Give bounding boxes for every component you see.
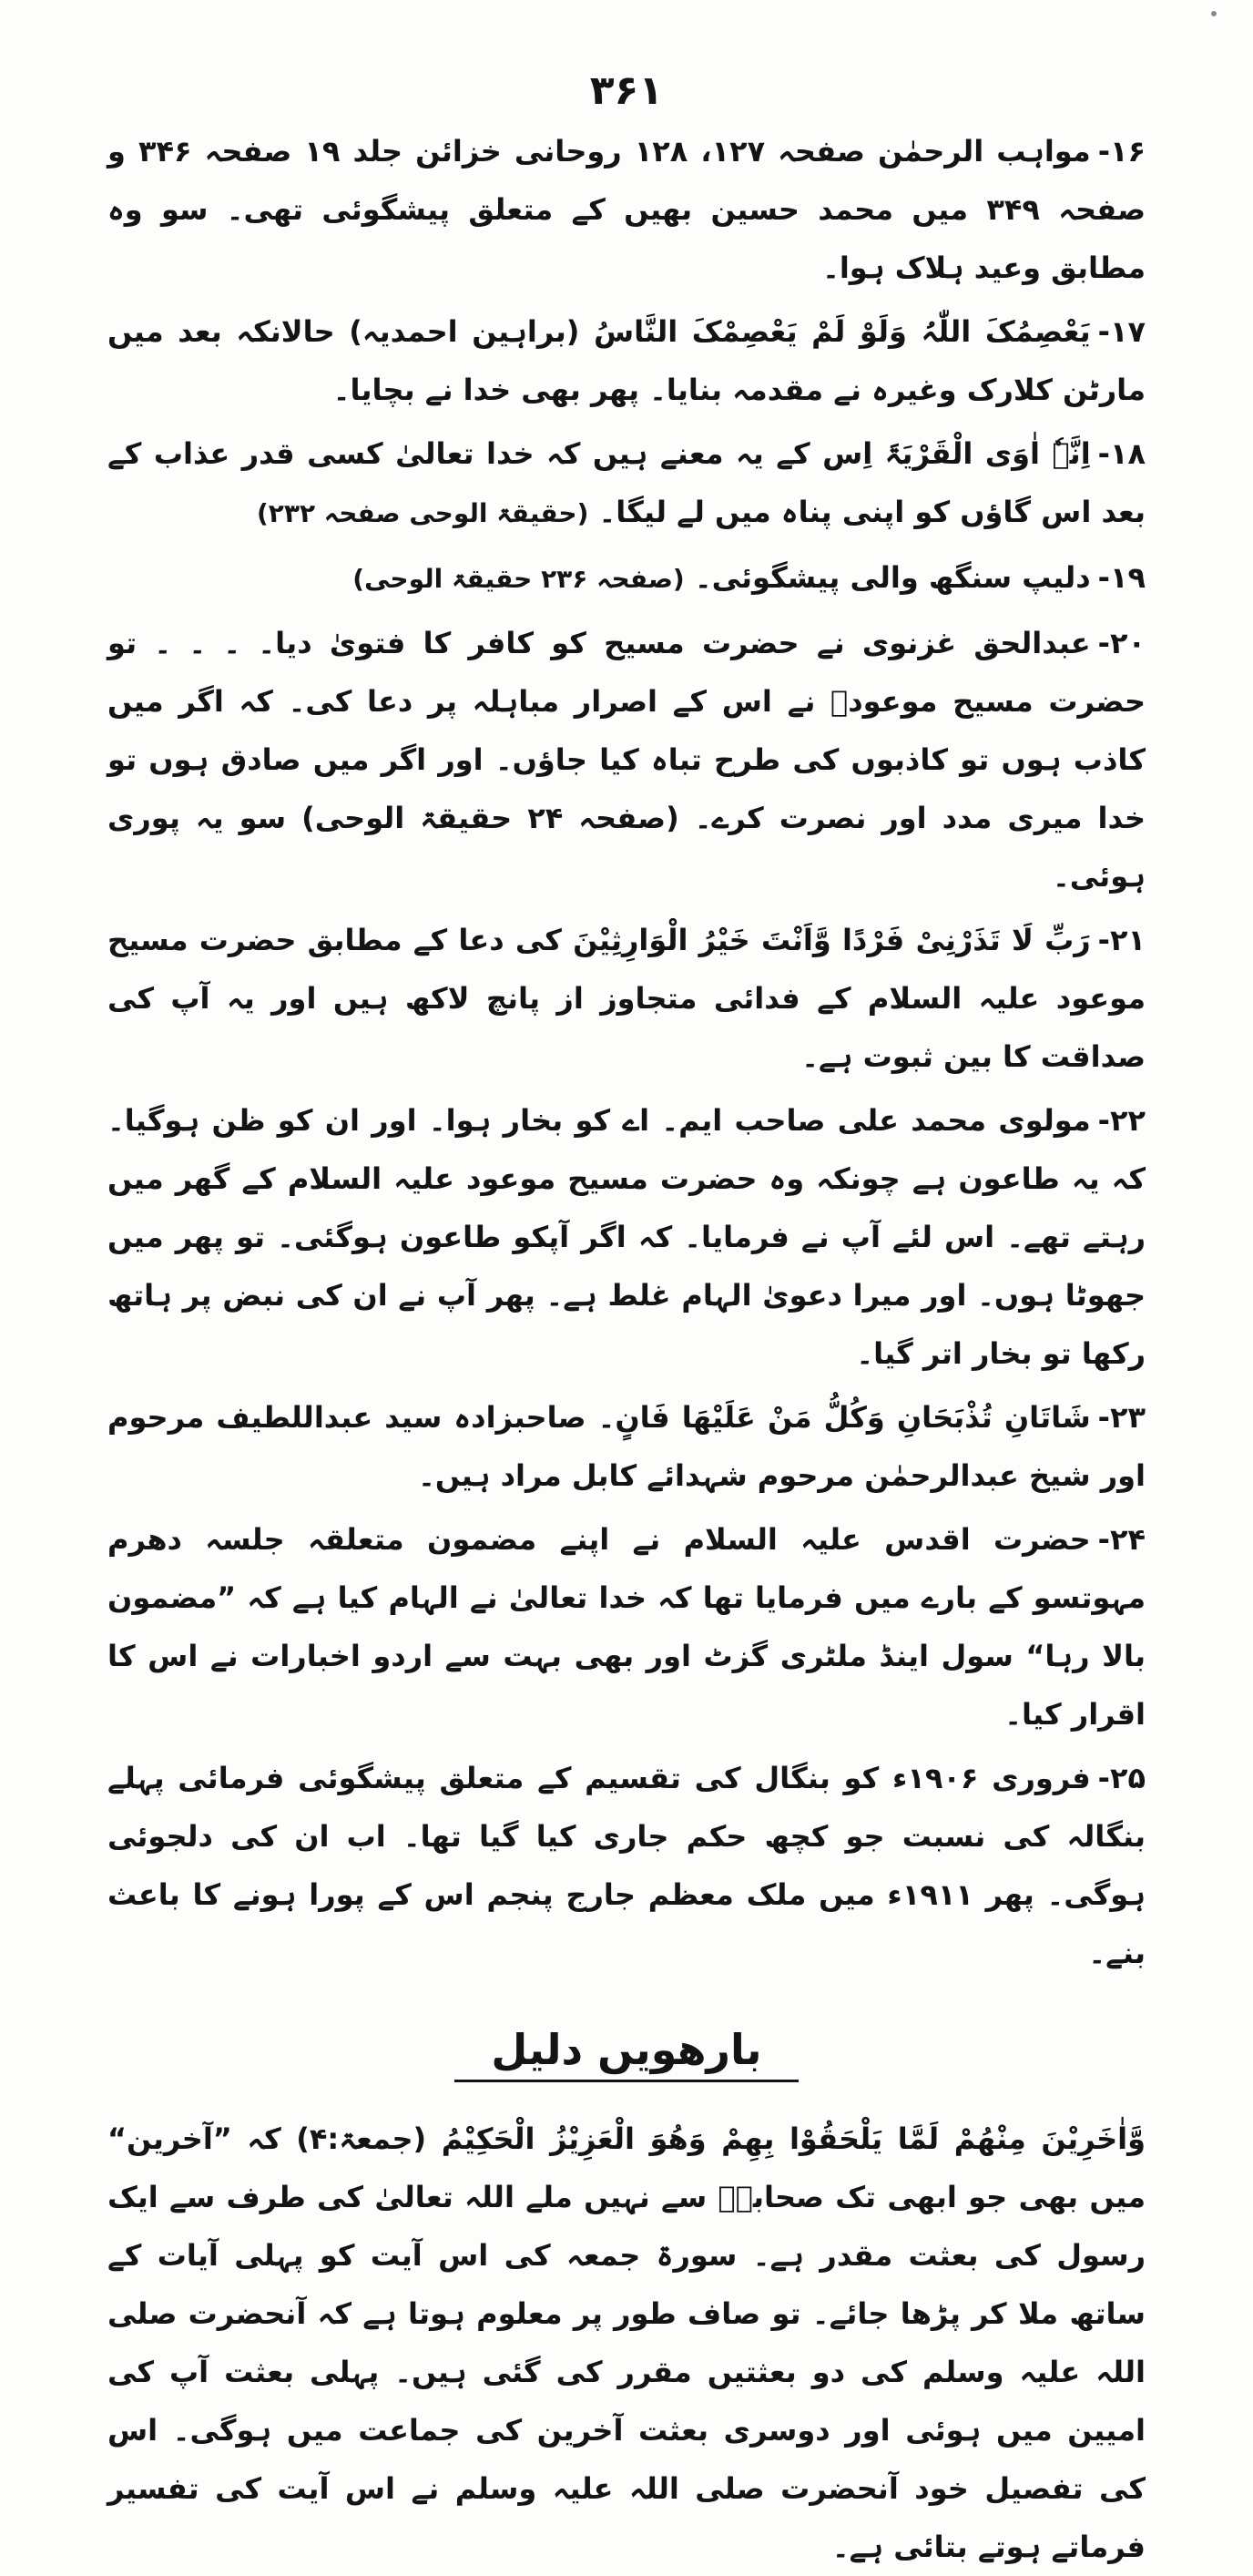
item-number: ۲۴-	[1097, 1522, 1146, 1557]
numbered-list	[107, 122, 1146, 1982]
item-text: اِنَّہٗ اٰوَی الْقَرْیَۃَ اِس کے یہ معنے ہیں کہ خدا تعالیٰ کسی قدر عذاب کے بعد اس گاؤں کو اپنی پناہ میں لے لیگا۔	[107, 436, 1146, 529]
section-heading	[107, 1995, 1146, 2104]
list-item	[107, 614, 1146, 905]
item-number: ۱۶-	[1097, 134, 1146, 169]
item-number: ۱۷-	[1097, 314, 1146, 349]
item-number: ۲۲-	[1097, 1103, 1146, 1138]
list-item	[107, 1510, 1146, 1743]
item-number: ۲۰-	[1097, 626, 1146, 660]
paper-speck	[1211, 11, 1217, 16]
page-number: ۳۶۱	[589, 67, 664, 114]
item-text: دلیپ سنگھ والی پیشگوئی۔	[694, 560, 1091, 595]
list-item	[107, 122, 1146, 297]
list-item	[107, 548, 1146, 608]
item-text: رَبِّ لَا تَذَرْنِیْ فَرْدًا وَّاَنْتَ خَیْرُ الْوَارِثِیْنَ کی دعا کے مطابق حضرت مسیح موعود علیہ السلام کے فدائی متجاوز از پانچ لاکھ ہیں اور یہ آپ کی صداقت کا بین ثبوت ہے۔	[107, 923, 1146, 1074]
item-text: فروری ۱۹۰۶ء کو بنگال کی تقسیم کے متعلق پیشگوئی فرمائی پہلے بنگالہ کی نسبت جو کچھ حکم جاری کیا گیا تھا۔ اب ان کی دلجوئی ہوگی۔ پھر ۱۹۱۱ء میں ملک معظم جارج پنجم اس کے پورا ہونے کا باعث بنے۔	[107, 1761, 1146, 1970]
item-text: عبدالحق غزنوی نے حضرت مسیح کو کافر کا فتویٰ دیا۔ ۔ ۔ ۔ تو حضرت مسیح موعودؑ نے اس کے اصرار مباہلہ پر دعا کی۔ کہ اگر میں کاذب ہوں تو کاذبوں کی طرح تباہ کیا جاؤں۔ اور اگر میں صادق ہوں تو خدا میری مدد اور نصرت کرے۔ (صفحہ ۲۴ حقیقۃ الوحی) سو یہ پوری ہوئی۔	[107, 626, 1146, 894]
item-reference: (صفحہ ۲۳۶ حقیقۃ الوحی)	[352, 564, 685, 594]
item-text: شَاتَانِ تُذْبَحَانِ وَکُلُّ مَنْ عَلَیْھَا فَانٍ۔ صاحبزادہ سید عبداللطیف مرحوم اور شیخ عبدالرحمٰن مرحوم شہدائے کابل مراد ہیں۔	[107, 1400, 1146, 1493]
list-item	[107, 1388, 1146, 1505]
list-item	[107, 302, 1146, 419]
item-number: ۱۹-	[1097, 560, 1146, 595]
item-number: ۱۸-	[1097, 436, 1146, 471]
item-number: ۲۳-	[1097, 1400, 1146, 1435]
list-item	[107, 1091, 1146, 1383]
item-reference: (حقیقۃ الوحی صفحہ ۲۳۲)	[256, 498, 589, 528]
item-text: حضرت اقدس علیہ السلام نے اپنے مضمون متعلقہ جلسہ دھرم مہوتسو کے بارے میں فرمایا تھا کہ خدا تعالیٰ نے الہام کیا ہے کہ ”مضمون بالا رہا“ سول اینڈ ملٹری گزٹ اور بھی بہت سے اردو اخبارات نے اس کا اقرار کیا۔	[107, 1522, 1146, 1732]
list-item	[107, 424, 1146, 543]
item-text: مواہب الرحمٰن صفحہ ۱۲۷، ۱۲۸ روحانی خزائن جلد ۱۹ صفحہ ۳۴۶ و صفحہ ۳۴۹ میں محمد حسین بھیں کے متعلق پیشگوئی تھی۔ سو وہ مطابق وعید ہلاک ہوا۔	[107, 134, 1146, 285]
list-item	[107, 911, 1146, 1086]
item-text: مولوی محمد علی صاحب ایم۔ اے کو بخار ہوا۔ اور ان کو ظن ہوگیا۔ کہ یہ طاعون ہے چونکہ وہ حضرت مسیح موعود علیہ السلام کے گھر میں رہتے تھے۔ اس لئے آپ نے فرمایا۔ کہ اگر آپکو طاعون ہوگئی۔ تو پھر میں جھوٹا ہوں۔ اور میرا دعویٰ الہام غلط ہے۔ پھر آپ نے ان کی نبض پر ہاتھ رکھا تو بخار اتر گیا۔	[107, 1103, 1146, 1371]
item-number: ۲۵-	[1097, 1761, 1146, 1795]
list-item	[107, 1749, 1146, 1982]
closing-paragraph: وَّاٰخَرِیْنَ مِنْھُمْ لَمَّا یَلْحَقُوْا بِھِمْ وَھُوَ الْعَزِیْزُ الْحَکِیْمُ (جمعۃ:۴) کہ ”آخرین“ میں بھی جو ابھی تک صحابہؓ سے نہیں ملے اللہ تعالیٰ کی طرف سے ایک رسول کی بعثت مقدر ہے۔ سورۃ جمعہ کی اس آیت کو پہلی آیات کے ساتھ ملا کر پڑھا جائے۔ تو صاف طور پر معلوم ہوتا ہے کہ آنحضرت صلی اللہ علیہ وسلم کی دو بعثتیں مقرر کی گئی ہیں۔ پہلی بعثت آپ کی امیین میں ہوئی اور دوسری بعثت آخرین کی جماعت میں ہوگی۔ اس کی تفصیل خود آنحضرت صلی اللہ علیہ وسلم نے اس آیت کی تفسیر فرماتے ہوتے بتائی ہے۔	[107, 2121, 1146, 2564]
item-number: ۲۱-	[1097, 923, 1146, 957]
item-text: یَعْصِمُکَ اللّٰہُ وَلَوْ لَمْ یَعْصِمْکَ النَّاسُ (براہین احمدیہ) حالانکہ بعد میں مارٹن کلارک وغیرہ نے مقدمہ بنایا۔ پھر بھی خدا نے بچایا۔	[107, 314, 1146, 407]
section-heading-text: بارھویں دلیل	[454, 2025, 798, 2082]
